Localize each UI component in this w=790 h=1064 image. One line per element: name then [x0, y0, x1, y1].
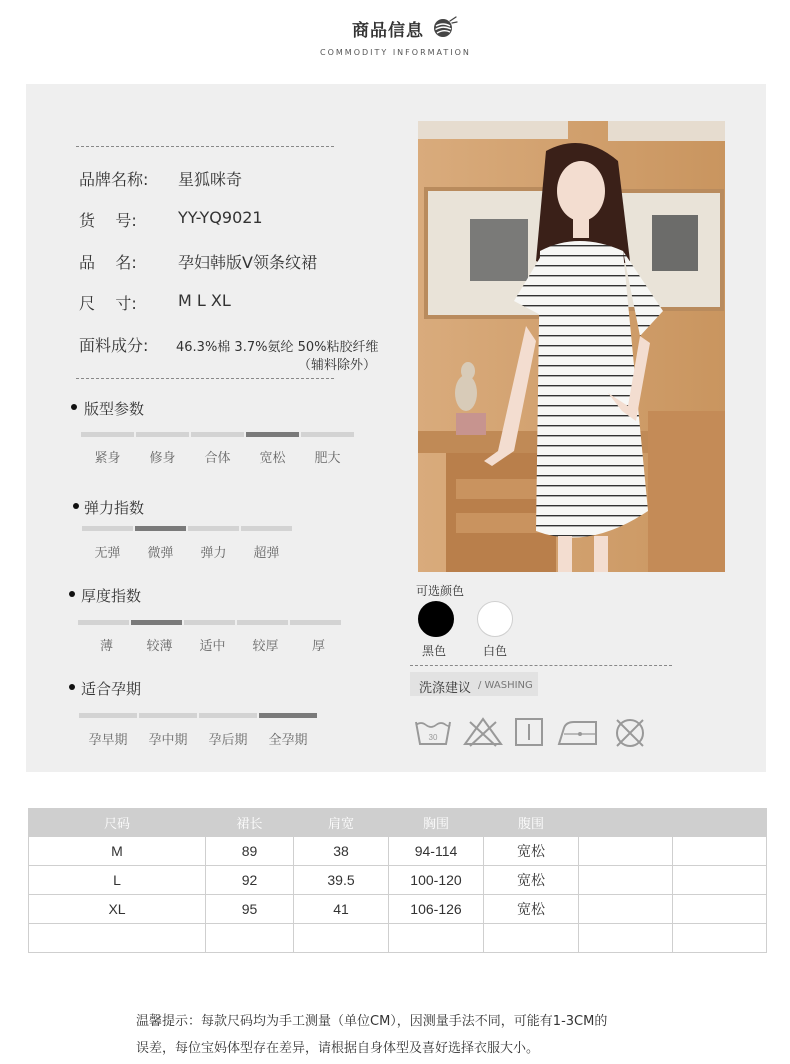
tips-line-2: 误差，每位宝妈体型存在差异，请根据自身体型及喜好选择衣服大小。	[136, 1041, 540, 1056]
color-name-white: 白色	[483, 644, 508, 658]
scale-segment-selected	[131, 620, 182, 625]
yarn-ball-icon	[432, 14, 458, 40]
divider	[76, 146, 334, 147]
line-dry-icon	[514, 716, 544, 748]
scale-option-label: 孕早期	[88, 733, 128, 748]
table-cell: 41	[294, 895, 389, 924]
scale-option-label: 较薄	[146, 639, 173, 654]
product-photo	[418, 121, 725, 572]
size-label: 尺 寸:	[79, 294, 137, 313]
product-name-label: 品 名:	[79, 253, 137, 272]
wash-30-icon	[414, 716, 452, 748]
scale-segment	[301, 432, 354, 437]
scale-option-label: 紧身	[94, 451, 121, 466]
svg-text:30: 30	[428, 733, 438, 742]
scale-segment	[79, 713, 137, 718]
table-row	[29, 924, 767, 953]
table-cell	[579, 895, 673, 924]
bullet-dot	[71, 404, 77, 410]
thickness-index-title: 厚度指数	[81, 587, 142, 605]
table-cell	[579, 866, 673, 895]
table-row	[29, 837, 767, 866]
scale-option-label: 修身	[149, 451, 176, 466]
fabric-note: （辅料除外）	[298, 358, 377, 373]
scale-segment	[139, 713, 197, 718]
table-cell: M	[29, 837, 206, 866]
scale-segment	[81, 432, 134, 437]
scale-option-label: 全孕期	[268, 733, 308, 748]
table-cell: 100-120	[389, 866, 484, 895]
stretch-index-title: 弹力指数	[84, 499, 145, 517]
column-header: 裙长	[206, 809, 294, 837]
column-header: 胸围	[389, 809, 484, 837]
table-cell: 95	[206, 895, 294, 924]
table-cell: XL	[29, 895, 206, 924]
color-swatch-white[interactable]	[477, 601, 513, 637]
column-header: 尺码	[29, 809, 206, 837]
table-cell	[389, 924, 484, 953]
scale-segment	[188, 526, 239, 531]
scale-option-label: 适中	[199, 639, 226, 654]
size-value: M L XL	[178, 291, 231, 310]
table-row	[29, 895, 767, 924]
scale-option-label: 孕中期	[148, 733, 188, 748]
product-name-value: 孕妇韩版V领条纹裙	[178, 253, 317, 272]
scale-option-label: 肥大	[314, 451, 341, 466]
column-header	[673, 809, 767, 837]
scale-segment-selected	[135, 526, 186, 531]
table-cell	[673, 837, 767, 866]
scale-segment	[184, 620, 235, 625]
scale-segment	[82, 526, 133, 531]
table-cell	[673, 924, 767, 953]
pregnancy-stage-title: 适合孕期	[81, 680, 142, 698]
scale-option-label: 合体	[204, 451, 231, 466]
table-cell	[484, 924, 579, 953]
bullet-dot	[73, 503, 79, 509]
scale-option-label: 宽松	[259, 451, 286, 466]
model-in-striped-dress-image	[418, 121, 725, 572]
scale-option-label: 弹力	[200, 546, 227, 561]
scale-option-label: 较厚	[252, 639, 279, 654]
scale-option-label: 厚	[311, 639, 325, 654]
scale-segment	[290, 620, 341, 625]
brand-value: 星狐咪奇	[178, 170, 243, 189]
column-header: 腹围	[484, 809, 579, 837]
available-colors-label: 可选颜色	[416, 584, 465, 598]
column-header	[579, 809, 673, 837]
fabric-label: 面料成分:	[79, 336, 149, 355]
item-no-value: YY-YQ9021	[178, 208, 263, 227]
table-cell: 89	[206, 837, 294, 866]
table-cell: 94-114	[389, 837, 484, 866]
table-row	[29, 866, 767, 895]
no-bleach-icon	[462, 716, 504, 748]
scale-option-label: 无弹	[94, 546, 121, 561]
section-subtitle: COMMODITY INFORMATION	[320, 48, 471, 57]
table-cell: 宽松	[484, 837, 579, 866]
washing-subtitle: / WASHING	[478, 680, 533, 691]
scale-segment	[237, 620, 288, 625]
scale-option-label: 微弹	[147, 546, 174, 561]
table-cell	[579, 924, 673, 953]
table-cell: 106-126	[389, 895, 484, 924]
table-cell: L	[29, 866, 206, 895]
divider	[410, 665, 672, 666]
scale-segment	[199, 713, 257, 718]
table-cell	[673, 895, 767, 924]
table-cell	[294, 924, 389, 953]
size-table-header	[29, 809, 767, 837]
fabric-value: 46.3%棉 3.7%氨纶 50%粘胶纤维	[176, 340, 379, 355]
scale-option-label: 孕后期	[208, 733, 248, 748]
table-cell: 39.5	[294, 866, 389, 895]
fit-index-title: 版型参数	[84, 400, 145, 418]
scale-segment	[78, 620, 129, 625]
color-name-black: 黑色	[422, 644, 447, 658]
color-swatch-black[interactable]	[418, 601, 454, 637]
scale-segment-selected	[259, 713, 317, 718]
brand-label: 品牌名称:	[79, 170, 149, 189]
no-dryclean-icon	[612, 716, 648, 750]
scale-segment	[241, 526, 292, 531]
table-cell: 92	[206, 866, 294, 895]
table-cell	[206, 924, 294, 953]
size-table	[28, 808, 767, 953]
iron-low-icon	[556, 716, 600, 748]
bullet-dot	[69, 591, 75, 597]
table-cell: 宽松	[484, 866, 579, 895]
scale-option-label: 薄	[99, 639, 113, 654]
scale-option-label: 超弹	[253, 546, 280, 561]
table-cell	[673, 866, 767, 895]
section-title: 商品信息	[352, 21, 424, 41]
washing-title: 洗涤建议	[419, 681, 472, 696]
table-cell: 38	[294, 837, 389, 866]
item-no-label: 货 号:	[79, 211, 137, 230]
scale-segment-selected	[246, 432, 299, 437]
divider	[76, 378, 334, 379]
table-cell	[29, 924, 206, 953]
bullet-dot	[69, 684, 75, 690]
table-cell: 宽松	[484, 895, 579, 924]
scale-segment	[191, 432, 244, 437]
scale-segment	[136, 432, 189, 437]
column-header: 肩宽	[294, 809, 389, 837]
table-cell	[579, 837, 673, 866]
tips-line-1: 温馨提示：每款尺码均为手工测量（单位CM），因测量手法不同，可能有1-3CM的	[136, 1014, 608, 1029]
